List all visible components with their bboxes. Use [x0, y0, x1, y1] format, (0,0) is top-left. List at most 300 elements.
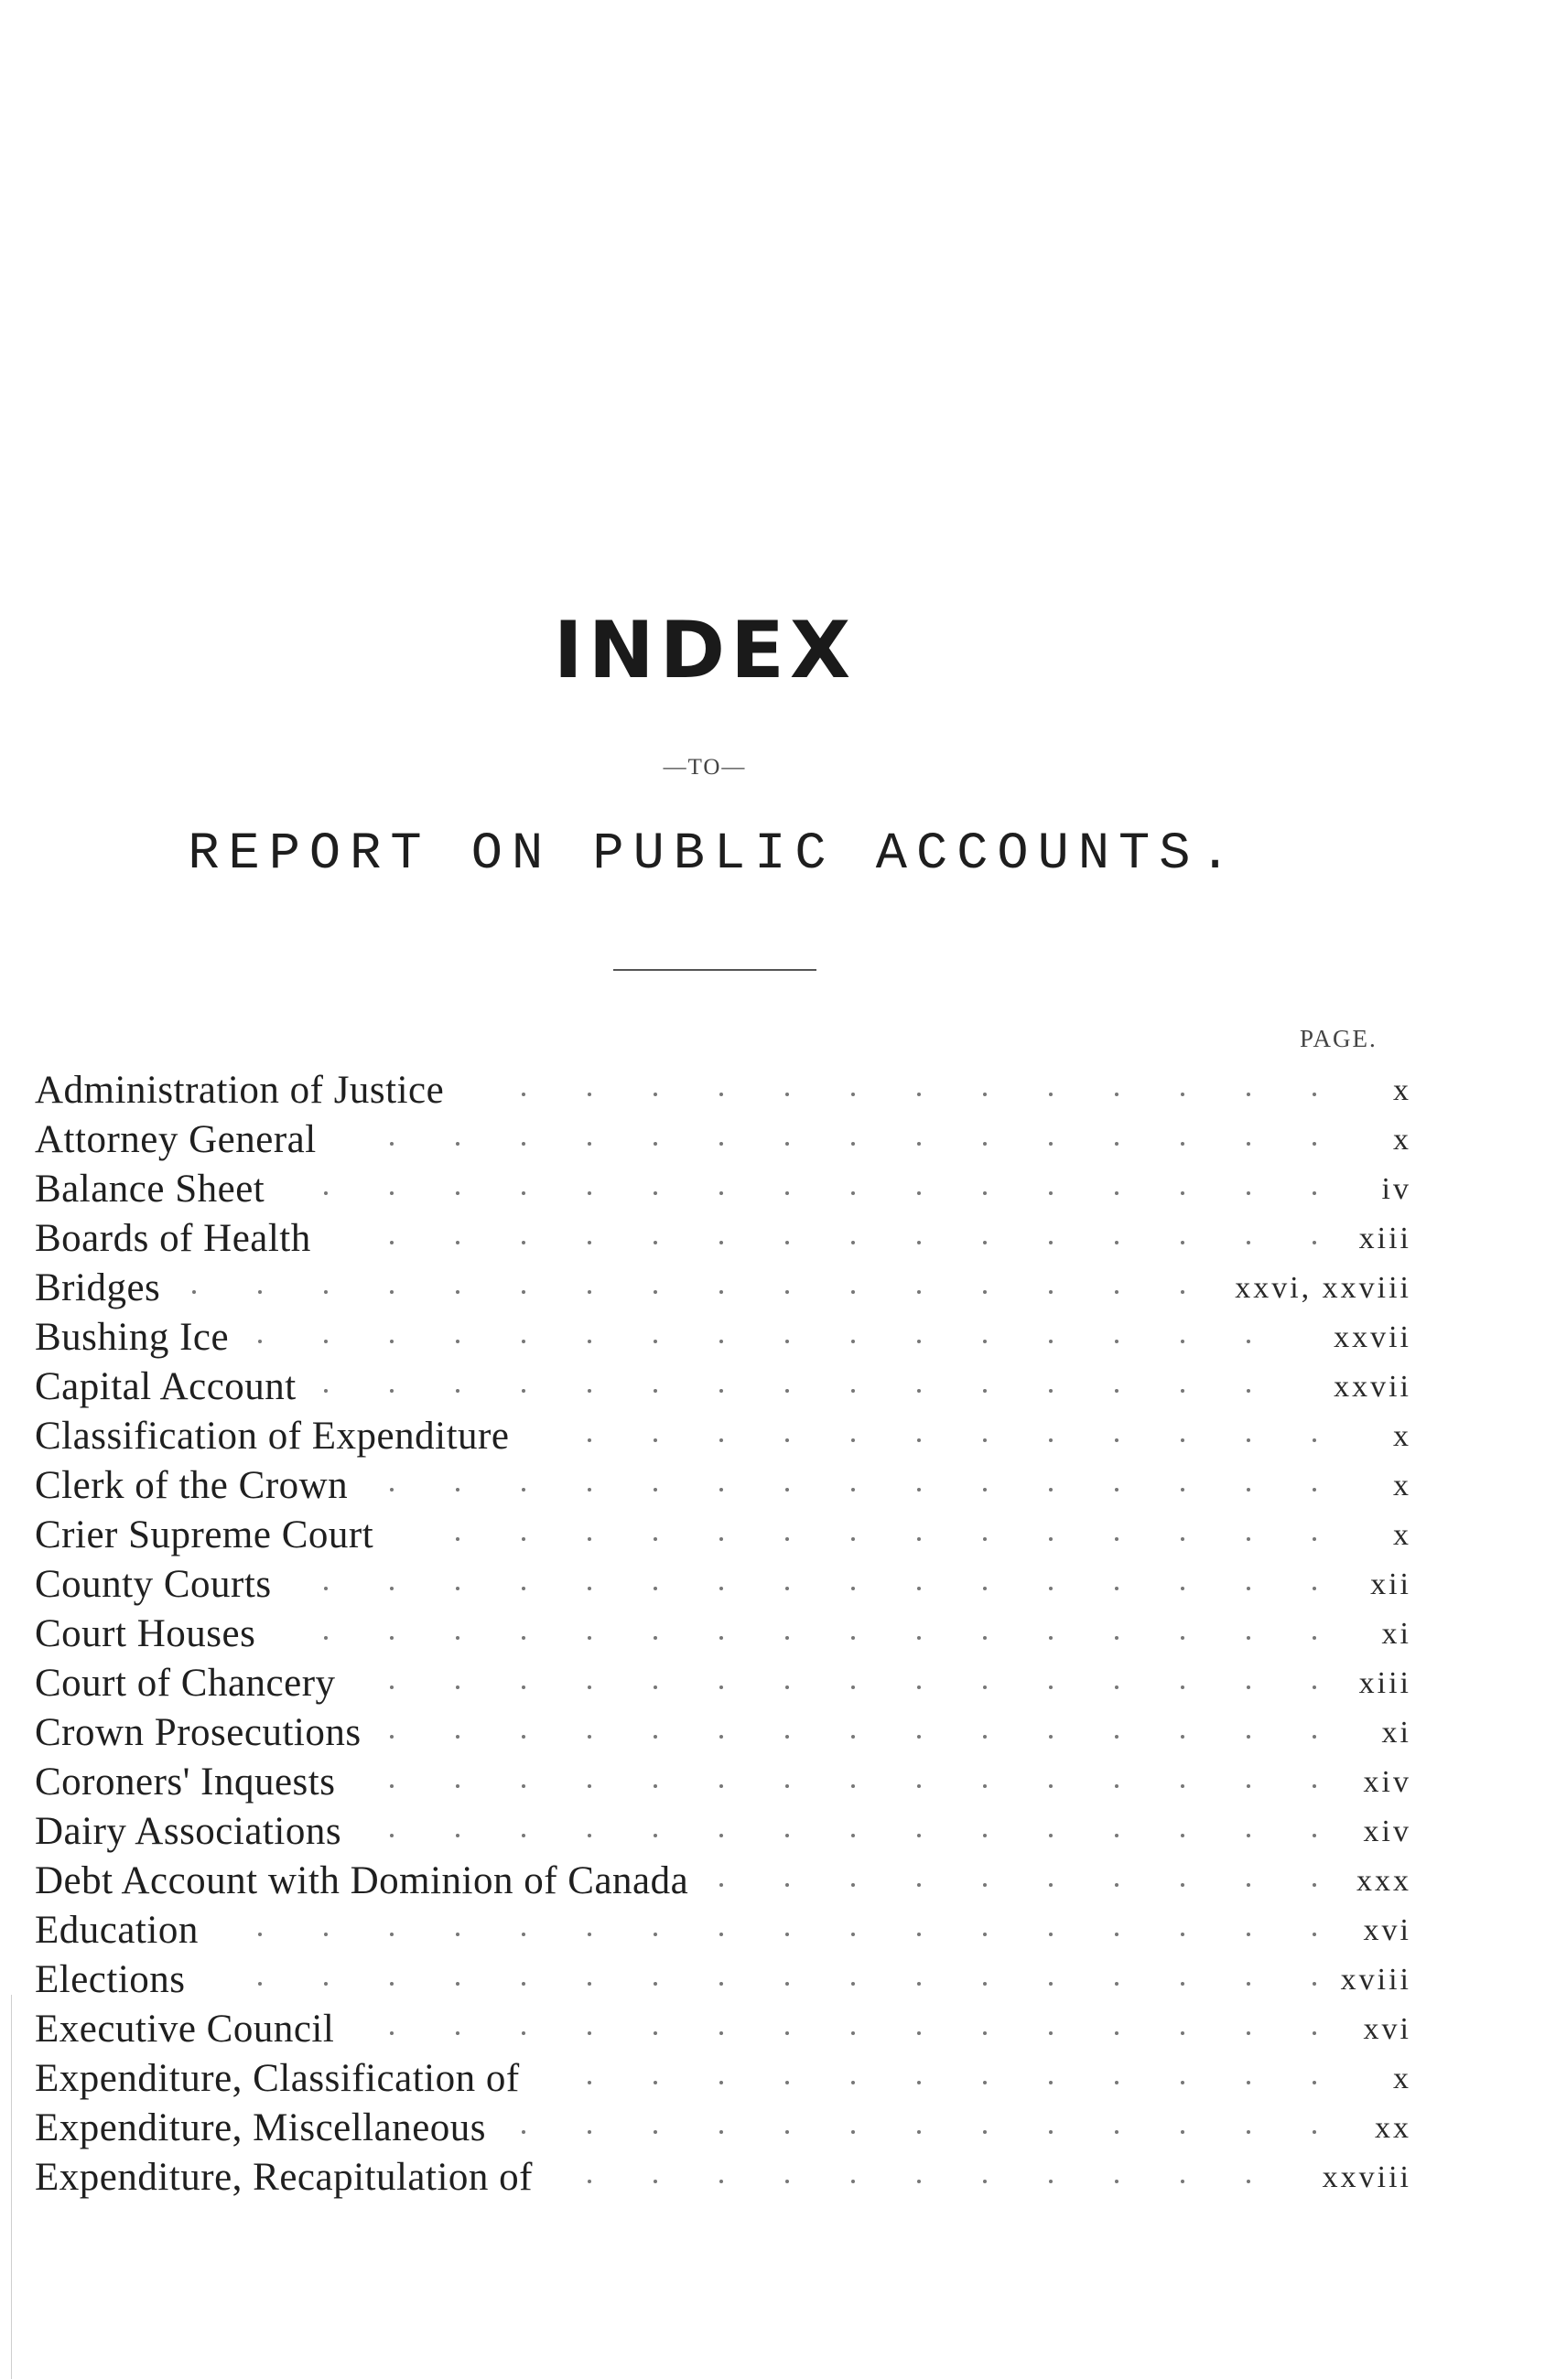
leader-dot — [1115, 2031, 1118, 2035]
leader-dot — [1049, 1290, 1053, 1294]
leader-dot — [917, 1389, 921, 1393]
leader-dot — [785, 2130, 789, 2134]
leader-dot — [324, 1340, 328, 1343]
leader-dot — [1049, 2031, 1053, 2035]
leader-dot — [851, 1241, 855, 1244]
leader-dot — [456, 1537, 459, 1541]
leader-dot — [851, 1142, 855, 1146]
leader-dot — [719, 1340, 723, 1343]
leader-dot — [654, 1784, 657, 1788]
leader-dot — [1049, 1784, 1053, 1788]
leader-dot — [851, 1587, 855, 1590]
leader-dot — [1115, 1982, 1118, 1986]
leader-dot — [1181, 1488, 1184, 1492]
leader-dot — [390, 1636, 394, 1640]
leader-dot — [1049, 2130, 1053, 2134]
entry-page-ref: xx — [1375, 2111, 1411, 2145]
leader-dot — [456, 2031, 459, 2035]
index-entry — [0, 1214, 1556, 1264]
leader-dot — [1115, 1340, 1118, 1343]
leader-dot — [522, 1241, 525, 1244]
leader-dot — [654, 1488, 657, 1492]
leader-dot — [851, 1389, 855, 1393]
leader-dot — [588, 2031, 591, 2035]
leader-dot — [1247, 1142, 1250, 1146]
leader-dot — [719, 2130, 723, 2134]
leader-dot — [588, 2180, 591, 2183]
leader-dot — [719, 1537, 723, 1541]
leader-dot — [917, 1834, 921, 1837]
entry-label: Crown Prosecutions — [35, 1711, 362, 1754]
leader-dot — [719, 1241, 723, 1244]
leader-dot — [390, 1142, 394, 1146]
leader-dot — [785, 1438, 789, 1442]
entry-label: Expenditure, Recapitulation of — [35, 2156, 533, 2199]
entry-page-ref: xxvii — [1334, 1370, 1411, 1404]
leader-dot — [390, 1488, 394, 1492]
index-entry — [0, 1066, 1556, 1115]
entry-page-ref: xxvii — [1334, 1320, 1411, 1354]
leader-dot — [1049, 1883, 1053, 1887]
leader-dot — [785, 1191, 789, 1195]
leader-dot — [258, 1933, 262, 1936]
leader-dot — [851, 1093, 855, 1096]
index-entry — [0, 1313, 1556, 1362]
leader-dot — [851, 1636, 855, 1640]
leader-dot — [390, 1241, 394, 1244]
leader-dot — [456, 1784, 459, 1788]
entry-label: Classification of Expenditure — [35, 1415, 510, 1458]
leader-dot — [1181, 2180, 1184, 2183]
leader-dot — [1049, 1438, 1053, 1442]
leader-dot — [1181, 1982, 1184, 1986]
index-entry — [0, 1659, 1556, 1708]
leader-dot — [983, 1883, 987, 1887]
leader-dot — [917, 1685, 921, 1689]
leader-dot — [522, 2031, 525, 2035]
leader-dot — [785, 2031, 789, 2035]
leader-dot — [917, 1537, 921, 1541]
leader-dot — [1049, 1982, 1053, 1986]
leader-dot — [324, 1933, 328, 1936]
leader-dot — [917, 1488, 921, 1492]
leader-dot — [1313, 1142, 1316, 1146]
leader-dot — [719, 1488, 723, 1492]
leader-dot — [983, 2081, 987, 2084]
index-entry — [0, 2054, 1556, 2104]
leader-dot — [785, 1883, 789, 1887]
leader-dot — [1181, 1290, 1184, 1294]
leader-dot — [324, 1389, 328, 1393]
index-entry — [0, 1955, 1556, 2005]
leader-dot — [522, 1191, 525, 1195]
leader-dot — [917, 1241, 921, 1244]
leader-dot — [719, 2031, 723, 2035]
leader-dot — [851, 1883, 855, 1887]
leader-dot — [983, 1834, 987, 1837]
leader-dot — [851, 1735, 855, 1739]
leader-dot — [785, 1685, 789, 1689]
entry-label: Court of Chancery — [35, 1662, 336, 1705]
leader-dot — [1049, 1834, 1053, 1837]
leader-dot — [719, 1982, 723, 1986]
index-entry — [0, 1610, 1556, 1659]
entry-label: Capital Account — [35, 1365, 297, 1408]
leader-dot — [522, 1142, 525, 1146]
entry-page-ref: xii — [1370, 1567, 1411, 1601]
leader-dot — [456, 1191, 459, 1195]
leader-dot — [390, 1834, 394, 1837]
leader-dot — [456, 1290, 459, 1294]
entry-label: Court Houses — [35, 1612, 256, 1655]
leader-dot — [654, 1982, 657, 1986]
leader-dot — [1181, 1784, 1184, 1788]
index-entry — [0, 1807, 1556, 1857]
leader-dot — [719, 1784, 723, 1788]
entry-page-ref: xxvi, xxviii — [1235, 1271, 1411, 1305]
index-entry — [0, 2153, 1556, 2202]
leader-dot — [654, 1389, 657, 1393]
leader-dot — [983, 1093, 987, 1096]
leader-dot — [1049, 1488, 1053, 1492]
leader-dot — [917, 1982, 921, 1986]
leader-dot — [1049, 1636, 1053, 1640]
leader-dot — [719, 1834, 723, 1837]
entry-page-ref: xiv — [1363, 1765, 1411, 1799]
leader-dot — [1049, 1191, 1053, 1195]
leader-dot — [785, 1933, 789, 1936]
leader-dot — [1115, 1735, 1118, 1739]
leader-dot — [785, 1537, 789, 1541]
entry-label: Balance Sheet — [35, 1168, 265, 1211]
leader-dot — [917, 1191, 921, 1195]
leader-dot — [588, 1093, 591, 1096]
leader-dot — [851, 2081, 855, 2084]
index-entry — [0, 1362, 1556, 1412]
leader-dot — [654, 1685, 657, 1689]
entry-label: Clerk of the Crown — [35, 1464, 349, 1507]
leader-dot — [1115, 1142, 1118, 1146]
index-entry — [0, 1758, 1556, 1807]
leader-dot — [588, 1537, 591, 1541]
leader-dot — [983, 1636, 987, 1640]
leader-dot — [1313, 1093, 1316, 1096]
entry-page-ref: xvi — [1363, 2012, 1411, 2046]
entry-page-ref: xxviii — [1322, 2160, 1411, 2194]
leader-dot — [1049, 1340, 1053, 1343]
leader-dot — [917, 1093, 921, 1096]
leader-dot — [1247, 1241, 1250, 1244]
leader-dot — [1049, 1389, 1053, 1393]
leader-dot — [1247, 1933, 1250, 1936]
entry-label: Expenditure, Classification of — [35, 2057, 520, 2100]
leader-dot — [654, 2180, 657, 2183]
leader-dot — [983, 1537, 987, 1541]
leader-dot — [324, 1982, 328, 1986]
leader-dot — [1247, 1537, 1250, 1541]
leader-dot — [456, 1142, 459, 1146]
leader-dot — [719, 1438, 723, 1442]
leader-dot — [456, 1735, 459, 1739]
leader-dot — [1313, 1636, 1316, 1640]
leader-dot — [983, 1438, 987, 1442]
entry-label: Dairy Associations — [35, 1810, 342, 1853]
leader-dot — [917, 1587, 921, 1590]
entry-page-ref: x — [1393, 1123, 1411, 1157]
leader-dot — [983, 2130, 987, 2134]
leader-dot — [654, 1636, 657, 1640]
leader-dot — [983, 1340, 987, 1343]
leader-dot — [522, 1982, 525, 1986]
leader-dot — [588, 1340, 591, 1343]
leader-dot — [390, 1784, 394, 1788]
leader-dot — [1313, 2031, 1316, 2035]
index-entry — [0, 1115, 1556, 1165]
leader-dot — [851, 2180, 855, 2183]
index-entry — [0, 2005, 1556, 2054]
leader-dot — [1247, 1587, 1250, 1590]
leader-dot — [785, 2180, 789, 2183]
leader-dot — [654, 1587, 657, 1590]
index-entry — [0, 1708, 1556, 1758]
leader-dot — [1313, 1191, 1316, 1195]
leader-dot — [456, 1834, 459, 1837]
leader-dot — [785, 1290, 789, 1294]
leader-dot — [1115, 1290, 1118, 1294]
leader-dot — [1049, 1735, 1053, 1739]
leader-dot — [983, 2031, 987, 2035]
leader-dot — [1247, 1636, 1250, 1640]
entry-page-ref: x — [1393, 1073, 1411, 1107]
page-column-header: PAGE. — [1300, 1025, 1378, 1052]
leader-dot — [917, 1142, 921, 1146]
leader-dot — [1181, 1735, 1184, 1739]
leader-dot — [719, 1636, 723, 1640]
leader-dot — [917, 2130, 921, 2134]
leader-dot — [588, 1784, 591, 1788]
index-entry — [0, 1511, 1556, 1560]
leader-dot — [917, 1438, 921, 1442]
leader-dot — [785, 1093, 789, 1096]
leader-dot — [324, 1587, 328, 1590]
leader-dot — [785, 1587, 789, 1590]
leader-dot — [1313, 2081, 1316, 2084]
leader-dot — [1247, 2031, 1250, 2035]
leader-dot — [1313, 1438, 1316, 1442]
leader-dot — [719, 1685, 723, 1689]
leader-dot — [1049, 1142, 1053, 1146]
leader-dot — [456, 1636, 459, 1640]
leader-dot — [1115, 1685, 1118, 1689]
leader-dot — [522, 1636, 525, 1640]
leader-dot — [522, 1685, 525, 1689]
leader-dot — [1115, 1883, 1118, 1887]
leader-dot — [456, 1340, 459, 1343]
leader-dot — [654, 1093, 657, 1096]
leader-dot — [456, 1685, 459, 1689]
leader-dot — [917, 1784, 921, 1788]
index-title: INDEX — [553, 605, 857, 696]
leader-dot — [192, 1290, 196, 1294]
leader-dot — [456, 1933, 459, 1936]
leader-dot — [1115, 1537, 1118, 1541]
leader-dot — [654, 1191, 657, 1195]
leader-dot — [719, 1142, 723, 1146]
leader-dot — [1247, 2130, 1250, 2134]
leader-dot — [1049, 1093, 1053, 1096]
leader-dot — [1313, 1685, 1316, 1689]
leader-dot — [851, 1685, 855, 1689]
leader-dot — [324, 1191, 328, 1195]
leader-dot — [851, 2130, 855, 2134]
leader-dot — [851, 1982, 855, 1986]
leader-dot — [456, 1488, 459, 1492]
leader-dot — [1181, 2130, 1184, 2134]
leader-dot — [654, 1290, 657, 1294]
leader-dot — [851, 1834, 855, 1837]
leader-dot — [917, 1340, 921, 1343]
leader-dot — [917, 1636, 921, 1640]
leader-dot — [983, 1982, 987, 1986]
leader-dot — [522, 1834, 525, 1837]
leader-dot — [785, 1340, 789, 1343]
leader-dot — [983, 1241, 987, 1244]
leader-dot — [588, 2130, 591, 2134]
leader-dot — [588, 1241, 591, 1244]
leader-dot — [588, 1982, 591, 1986]
leader-dot — [1247, 2180, 1250, 2183]
leader-dot — [1181, 1389, 1184, 1393]
leader-dot — [1313, 1883, 1316, 1887]
entry-label: Boards of Health — [35, 1217, 311, 1260]
leader-dot — [1115, 1241, 1118, 1244]
leader-dot — [1181, 2081, 1184, 2084]
leader-dot — [785, 1735, 789, 1739]
entry-label: Executive Council — [35, 2008, 335, 2051]
leader-dot — [917, 1735, 921, 1739]
leader-dot — [588, 1191, 591, 1195]
leader-dot — [324, 1290, 328, 1294]
entry-label: Debt Account with Dominion of Canada — [35, 1859, 689, 1902]
leader-dot — [588, 1834, 591, 1837]
to-line: —TO— — [663, 755, 747, 780]
leader-dot — [456, 1982, 459, 1986]
leader-dot — [851, 1438, 855, 1442]
leader-dot — [1181, 1241, 1184, 1244]
entry-page-ref: xi — [1381, 1617, 1411, 1651]
leader-dot — [654, 1241, 657, 1244]
leader-dot — [983, 1685, 987, 1689]
entry-label: Crier Supreme Court — [35, 1513, 374, 1556]
leader-dot — [1115, 1933, 1118, 1936]
entry-label: Administration of Justice — [35, 1069, 445, 1112]
leader-dot — [1247, 1883, 1250, 1887]
leader-dot — [588, 1636, 591, 1640]
leader-dot — [522, 1784, 525, 1788]
leader-dot — [522, 1290, 525, 1294]
leader-dot — [719, 1093, 723, 1096]
leader-dot — [1313, 1784, 1316, 1788]
leader-dot — [1313, 1834, 1316, 1837]
leader-dot — [1247, 1093, 1250, 1096]
leader-dot — [851, 1488, 855, 1492]
leader-dot — [324, 1636, 328, 1640]
leader-dot — [917, 1883, 921, 1887]
leader-dot — [1247, 1488, 1250, 1492]
leader-dot — [1181, 1587, 1184, 1590]
leader-dot — [1247, 1784, 1250, 1788]
leader-dot — [588, 1587, 591, 1590]
leader-dot — [390, 1587, 394, 1590]
leader-dot — [456, 1241, 459, 1244]
leader-dot — [1049, 1933, 1053, 1936]
leader-dot — [1115, 1191, 1118, 1195]
index-entry — [0, 1906, 1556, 1955]
leader-dot — [1049, 2180, 1053, 2183]
leader-dot — [851, 1340, 855, 1343]
leader-dot — [456, 1389, 459, 1393]
leader-dot — [258, 1340, 262, 1343]
leader-dot — [1049, 1685, 1053, 1689]
leader-dot — [1115, 1834, 1118, 1837]
leader-dot — [785, 1982, 789, 1986]
leader-dot — [917, 2081, 921, 2084]
leader-dot — [1313, 1982, 1316, 1986]
leader-dot — [983, 1142, 987, 1146]
leader-dot — [1049, 1537, 1053, 1541]
leader-dot — [851, 1784, 855, 1788]
leader-dot — [983, 1735, 987, 1739]
leader-dot — [719, 2081, 723, 2084]
entry-page-ref: x — [1393, 1469, 1411, 1502]
index-entry — [0, 1461, 1556, 1511]
leader-dot — [588, 2081, 591, 2084]
index-entry — [0, 1560, 1556, 1610]
entry-page-ref: x — [1393, 2062, 1411, 2095]
leader-dot — [1181, 1438, 1184, 1442]
leader-dot — [654, 1537, 657, 1541]
entry-page-ref: xiii — [1358, 1666, 1411, 1700]
leader-dot — [1313, 1488, 1316, 1492]
entry-page-ref: x — [1393, 1518, 1411, 1552]
entry-label: Coroners' Inquests — [35, 1761, 336, 1804]
leader-dot — [1247, 1191, 1250, 1195]
leader-dot — [917, 2180, 921, 2183]
leader-dot — [1115, 1438, 1118, 1442]
leader-dot — [522, 1340, 525, 1343]
leader-dot — [719, 1883, 723, 1887]
leader-dot — [390, 1735, 394, 1739]
entry-page-ref: xvi — [1363, 1913, 1411, 1947]
leader-dot — [390, 1389, 394, 1393]
leader-dot — [522, 1537, 525, 1541]
leader-dot — [917, 2031, 921, 2035]
entry-page-ref: xviii — [1340, 1963, 1411, 1997]
leader-dot — [785, 1488, 789, 1492]
entry-label: Attorney General — [35, 1118, 317, 1161]
leader-dot — [588, 1290, 591, 1294]
leader-dot — [1313, 1537, 1316, 1541]
leader-dot — [456, 1587, 459, 1590]
entry-page-ref: xi — [1381, 1716, 1411, 1750]
entry-label: Expenditure, Miscellaneous — [35, 2106, 487, 2149]
leader-dot — [1181, 1142, 1184, 1146]
leader-dot — [851, 2031, 855, 2035]
leader-dot — [588, 1488, 591, 1492]
entry-page-ref: xiv — [1363, 1815, 1411, 1848]
leader-dot — [1247, 1834, 1250, 1837]
leader-dot — [390, 1685, 394, 1689]
